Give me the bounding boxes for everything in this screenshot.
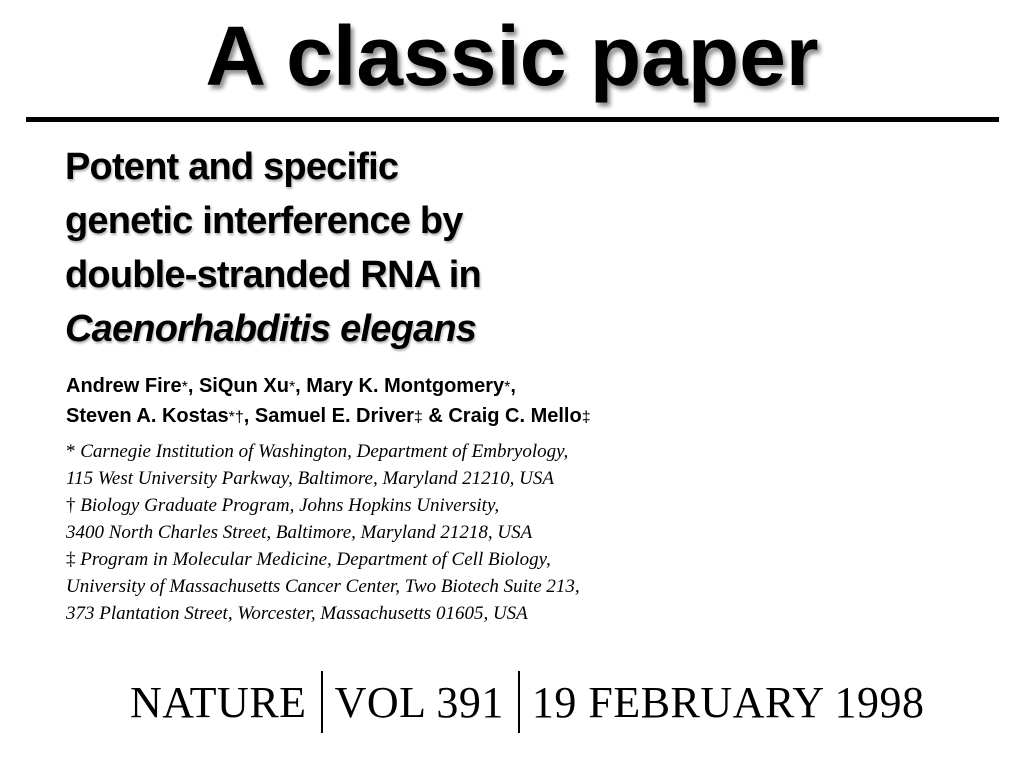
affiliation-text: Carnegie Institution of Washington, Department of Embryology, bbox=[80, 441, 569, 462]
author-separator: , bbox=[295, 375, 301, 397]
journal-volume: VOL 391 bbox=[334, 677, 504, 727]
affiliation-line: University of Massachusetts Cancer Center, Two Biotech Suite 213, bbox=[66, 576, 580, 597]
journal-name: NATURE bbox=[130, 677, 307, 727]
affiliation-line bbox=[66, 438, 580, 465]
author-separator: , bbox=[187, 375, 194, 397]
author-name: Craig C. Mello bbox=[448, 405, 582, 427]
author-affiliation-mark: *† bbox=[228, 409, 244, 426]
affiliation-line bbox=[66, 492, 580, 519]
author-separator: , bbox=[243, 405, 250, 427]
slide-title: A classic paper bbox=[205, 9, 819, 103]
author-name: Samuel E. Driver bbox=[254, 405, 414, 427]
affiliation-line: 115 West University Parkway, Baltimore, Maryland 21210, USA bbox=[66, 468, 554, 489]
affiliation-line: 373 Plantation Street, Worcester, Massachusetts 01605, USA bbox=[66, 603, 528, 624]
author-line bbox=[66, 372, 591, 402]
author-line bbox=[66, 402, 591, 432]
author-name: Mary K. Montgomery bbox=[306, 375, 505, 397]
author-list bbox=[66, 372, 591, 432]
author-affiliation-mark: * bbox=[288, 379, 296, 396]
journal-citation bbox=[130, 672, 925, 732]
author-affiliation-mark: * bbox=[504, 379, 511, 396]
paper-title bbox=[65, 140, 481, 356]
affiliation-symbol: ‡ bbox=[66, 549, 76, 570]
author-separator: , bbox=[510, 375, 516, 397]
title-divider bbox=[26, 117, 999, 122]
author-affiliation-mark: ‡ bbox=[413, 409, 423, 426]
author-affiliation-mark: * bbox=[181, 379, 188, 396]
affiliation-symbol: † bbox=[66, 495, 76, 516]
author-affiliation-mark: ‡ bbox=[581, 409, 591, 426]
paper-title-line: genetic interference by bbox=[65, 200, 463, 242]
affiliation-list bbox=[66, 438, 580, 627]
publication-date: 19 FEBRUARY 1998 bbox=[531, 677, 925, 727]
citation-divider bbox=[518, 671, 520, 733]
author-name: Steven A. Kostas bbox=[66, 405, 229, 427]
affiliation-symbol: * bbox=[66, 441, 76, 462]
author-name: SiQun Xu bbox=[198, 375, 289, 397]
citation-divider bbox=[321, 671, 323, 733]
affiliation-text: Program in Molecular Medicine, Department of Cell Biology, bbox=[80, 549, 551, 570]
paper-title-line: Potent and specific bbox=[65, 146, 399, 188]
author-name: Andrew Fire bbox=[66, 375, 182, 397]
affiliation-line bbox=[66, 546, 580, 573]
author-separator: & bbox=[428, 405, 443, 427]
paper-title-line: double-stranded RNA in bbox=[65, 254, 481, 296]
paper-title-species: Caenorhabditis elegans bbox=[65, 308, 477, 350]
affiliation-text: Biology Graduate Program, Johns Hopkins University, bbox=[80, 495, 500, 516]
affiliation-line: 3400 North Charles Street, Baltimore, Maryland 21218, USA bbox=[66, 522, 533, 543]
